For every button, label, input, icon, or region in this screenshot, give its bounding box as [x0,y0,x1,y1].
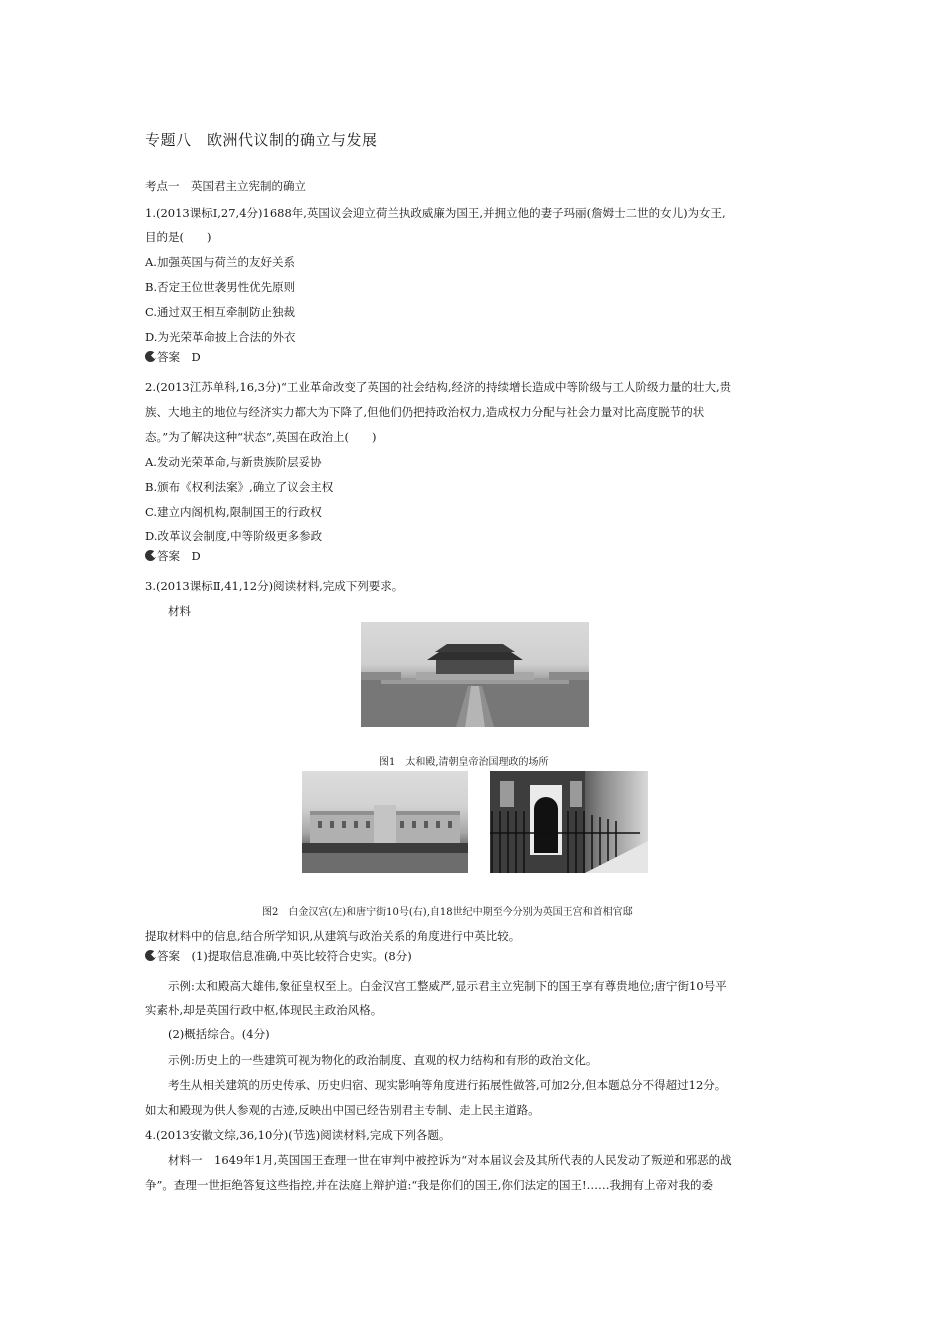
q2-stem-line1: 2.(2013江苏单科,16,3分)“工业革命改变了英国的社会结构,经济的持续增长造成中等阶级与工人阶级力量的壮大,贵 [145,380,732,394]
buckingham-palace-photo [302,771,468,873]
section-heading: 考点一 英国君主立宪制的确立 [145,179,306,193]
q2-option-a: A.发动光荣革命,与新贵族阶层妥协 [145,455,322,469]
q1-answer [145,349,201,365]
q2-option-b: B.颁布《权利法案》,确立了议会主权 [145,480,334,494]
q4-stem: 4.(2013安徽文综,36,10分)(节选)阅读材料,完成下列各题。 [145,1128,451,1142]
q3-answer [145,948,412,964]
q2-option-c: C.建立内阁机构,限制国王的行政权 [145,505,322,519]
downing-street-photo [490,771,648,873]
q1-stem-line2: 目的是( ) [145,230,212,244]
q4-material1-line1: 材料一 1649年1月,英国国王查理一世在审判中被控诉为“对本届议会及其所代表的人民发动了叛逆和邪恶的战 [168,1153,732,1167]
q4-material1-line2: 争”。查理一世拒绝答复这些指控,并在法庭上辩护道:“我是你们的国王,你们法定的国王!……我拥有上帝对我的委 [145,1178,714,1192]
q3-stem: 3.(2013课标Ⅱ,41,12分)阅读材料,完成下列要求。 [145,579,404,593]
figure1-caption: 图1 太和殿,清朝皇帝治国理政的场所 [379,757,549,768]
q1-option-a: A.加强英国与荷兰的友好关系 [145,255,295,269]
answer-icon [145,550,156,561]
q3-example1-line2: 实素朴,却是英国行政中枢,体现民主政治风格。 [145,1003,383,1017]
answer-icon [145,950,156,961]
q2-answer [145,548,201,564]
q1-option-b: B.否定王位世袭男性优先原则 [145,280,296,294]
q2-stem-line3: 态。”为了解决这种“状态”,英国在政治上( ) [145,430,377,444]
q1-option-c: C.通过双王相互牵制防止独裁 [145,305,296,319]
page-title: 专题八 欧洲代议制的确立与发展 [145,131,378,149]
q3-note-line1: 考生从相关建筑的历史传承、历史归宿、现实影响等角度进行拓展性做答,可加2分,但本题总分不得超过12分。 [168,1078,727,1092]
q3-answer-part2: (2)概括综合。(4分) [168,1027,270,1041]
q1-answer-text: 答案 D [157,350,201,364]
q3-answer-part1: 答案 (1)提取信息准确,中英比较符合史实。(8分) [157,949,412,963]
q3-task: 提取材料中的信息,结合所学知识,从建筑与政治关系的角度进行中英比较。 [145,929,521,943]
q1-stem-line1: 1.(2013课标Ⅰ,27,4分)1688年,英国议会迎立荷兰执政威廉为国王,并拥立他的妻子玛丽(詹姆士二世的女儿)为女王, [145,206,726,220]
q3-note-line2: 如太和殿现为供人参观的古迹,反映出中国已经告别君主专制、走上民主道路。 [145,1103,540,1117]
q1-option-d: D.为光荣革命披上合法的外衣 [145,330,296,344]
q3-example2: 示例:历史上的一些建筑可视为物化的政治制度、直观的权力结构和有形的政治文化。 [168,1053,598,1067]
answer-icon [145,351,156,362]
figure2-caption: 图2 白金汉宫(左)和唐宁街10号(右),自18世纪中期至今分别为英国王宫和首相官邸 [262,907,633,918]
taihe-hall-photo [361,622,589,727]
q2-answer-text: 答案 D [157,549,201,563]
q3-example1-line1: 示例:太和殿高大雄伟,象征皇权至上。白金汉宫工整威严,显示君主立宪制下的国王享有尊贵地位;唐宁街10号平 [168,979,727,993]
q2-option-d: D.改革议会制度,中等阶级更多参政 [145,529,323,543]
q2-stem-line2: 族、大地主的地位与经济实力都大为下降了,但他们仍把持政治权力,造成权力分配与社会力量对比高度脱节的状 [145,405,705,419]
q3-material-label: 材料 [168,604,191,618]
